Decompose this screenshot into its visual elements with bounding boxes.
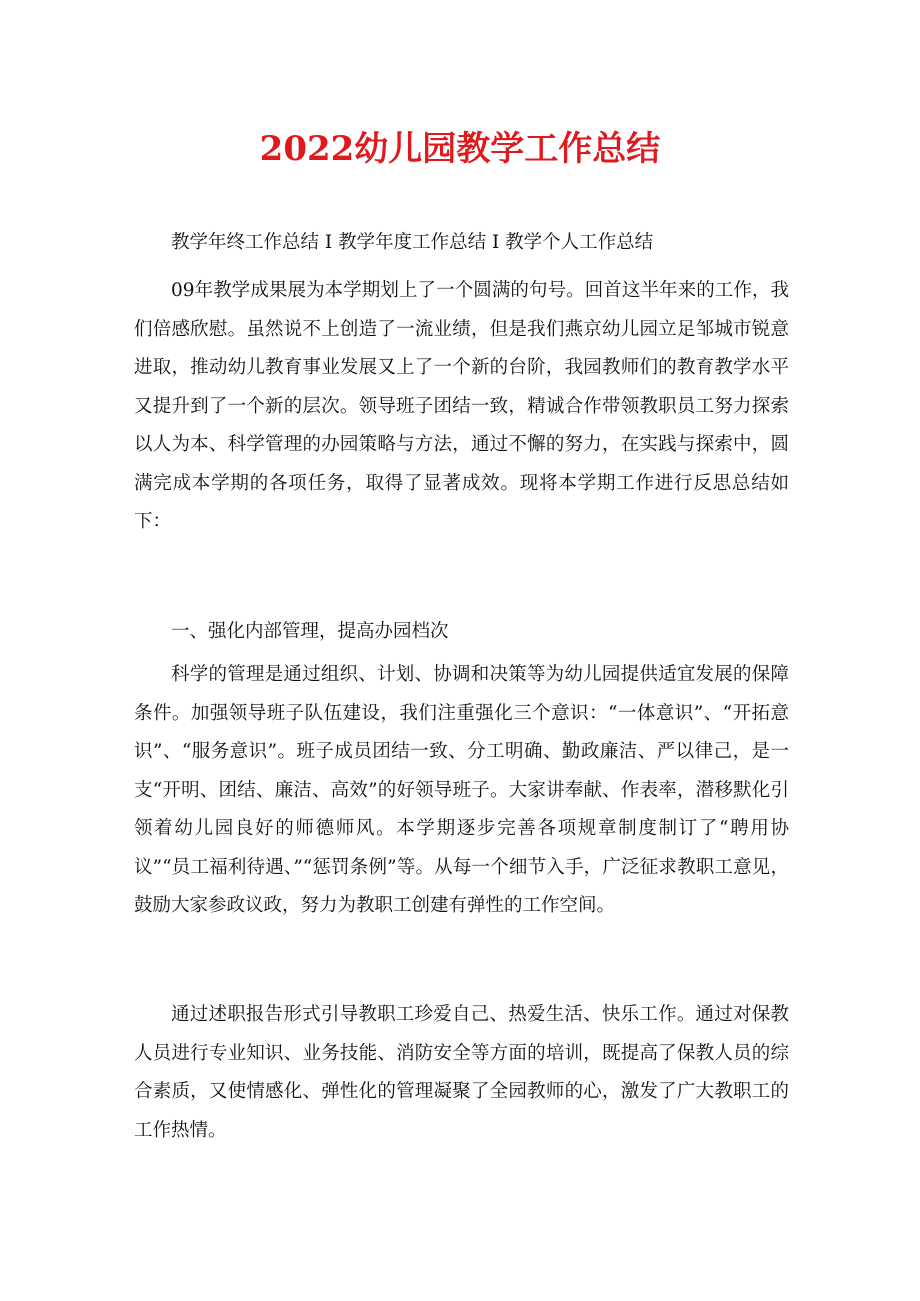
subtitle-line: 教学年终工作总结 I 教学年度工作总结 I 教学个人工作总结 bbox=[171, 232, 654, 253]
document-title: 2022幼儿园教学工作总结 bbox=[259, 129, 661, 169]
section1-paragraph-2: 通过述职报告形式引导教职工珍爱自己、热爱生活、快乐工作。通过对保教人员进行专业知识、业务技能、消防安全等方面的培训，既提高了保教人员的综合素质，又使情感化、弹性化的管理凝聚了全园教师的心，激发了广大教职工的工作热情。 bbox=[134, 1004, 789, 1141]
section1-paragraph-1: 科学的管理是通过组织、计划、协调和决策等为幼儿园提供适宜发展的保障条件。加强领导班子队伍建设，我们注重强化三个意识：“一体意识”、“开拓意识”、“服务意识”。班子成员团结一致、分工明确、勤政廉洁、严以律己，是一支“开明、团结、廉洁、高效”的好领导班子。大家讲奉献、作表率，潜移默化引领着幼儿园良好的师德师风。本学期逐步完善各项规章制度制订了“聘用协议”“员工福利待遇、”“惩罚条例”等。从每一个细节入手，广泛征求教职工意见，鼓励大家参政议政，努力为教职工创建有弹性的工作空间。 bbox=[134, 664, 789, 916]
section-heading-1: 一、强化内部管理，提高办园档次 bbox=[171, 621, 449, 642]
intro-paragraph: 09年教学成果展为本学期划上了一个圆满的句号。回首这半年来的工作，我们倍感欣慰。虽然说不上创造了一流业绩，但是我们燕京幼儿园立足邹城市锐意进取，推动幼儿教育事业发展又上了一个新的台阶，我园教师们的教育教学水平又提升到了一个新的层次。领导班子团结一致，精诚合作带领教职员工努力探索以人为本、科学管理的办园策略与方法，通过不懈的努力，在实践与探索中，圆满完成本学期的各项任务，取得了显著成效。现将本学期工作进行反思总结如下： bbox=[134, 280, 789, 532]
